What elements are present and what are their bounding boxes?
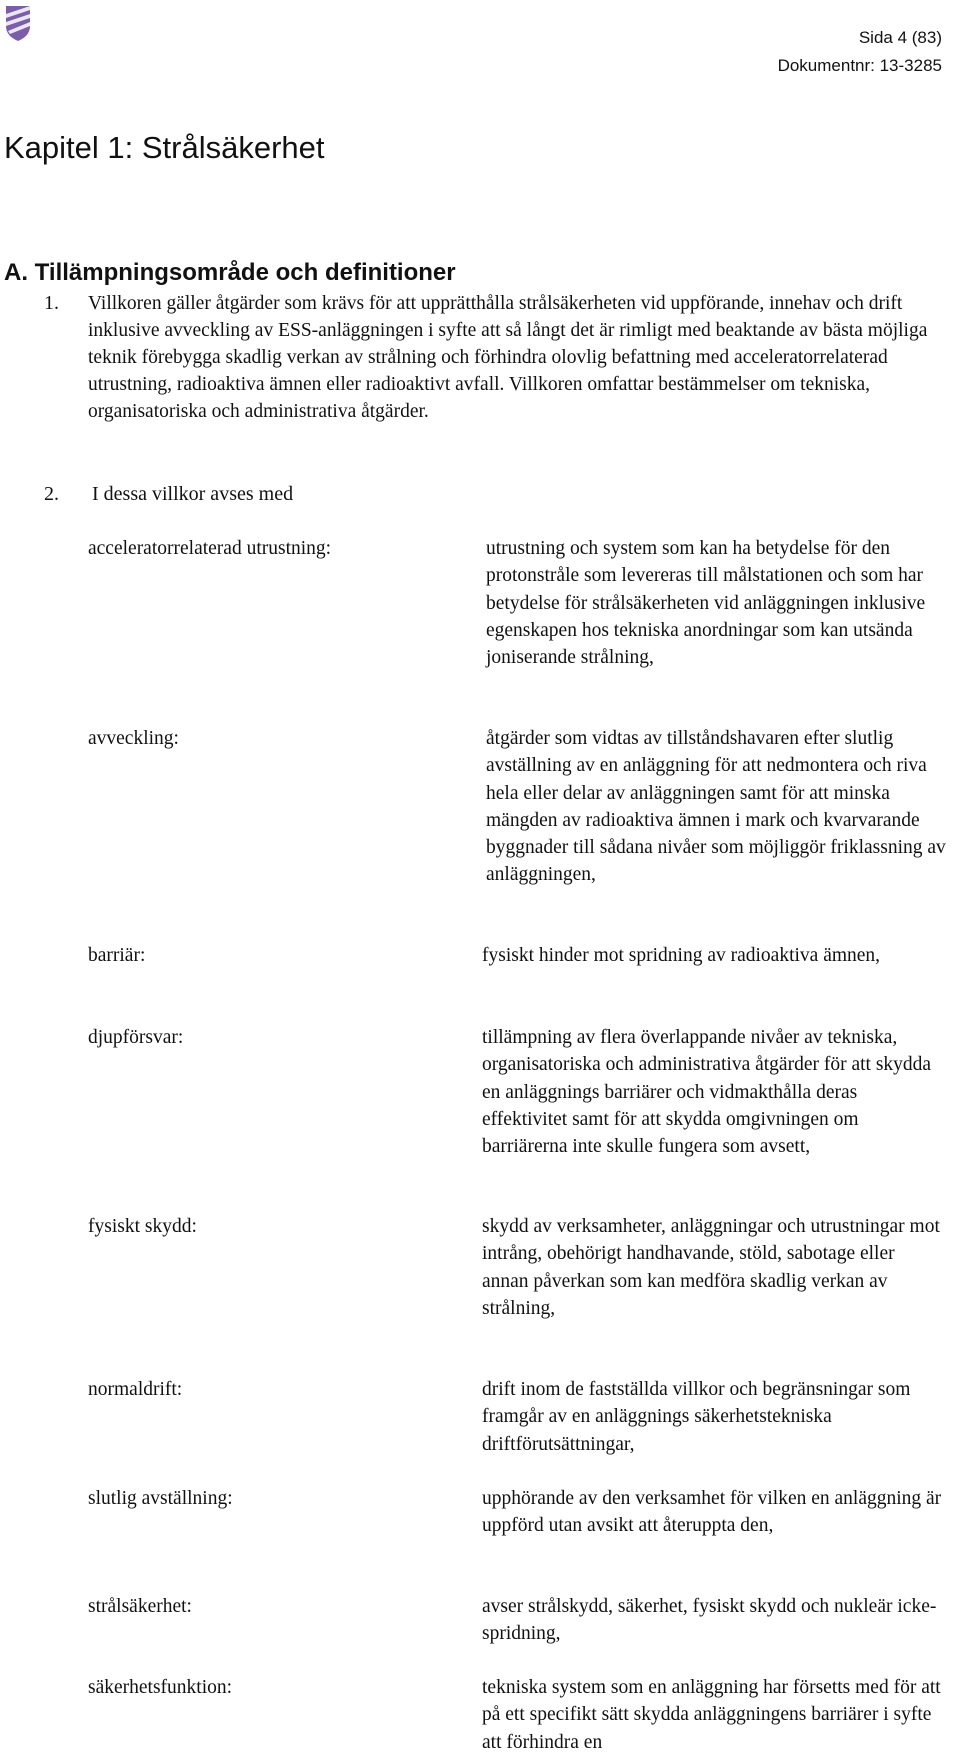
definition-term: acceleratorrelaterad utrustning: [88,538,332,559]
definition-description: avser strålskydd, säkerhet, fysiskt skydd och nukleär icke-spridning, [482,1596,937,1645]
company-logo-icon [4,2,32,42]
definition-description: upphörande av den verksamhet för vilken en anläggning är uppförd utan avsikt att återuppta den, [482,1488,942,1537]
definition-term: strålsäkerhet: [88,1596,192,1617]
definition-term: normaldrift: [88,1379,183,1400]
definition-description: drift inom de fastställda villkor och begränsningar som framgår av en anläggnings säkerhetstekniska driftförutsättningar, [482,1379,911,1455]
definition-term: avveckling: [88,728,179,749]
definition-description: fysiskt hinder mot spridning av radioaktiva ämnen, [482,945,881,966]
definition-description: tekniska system som en anläggning har försetts med för att på ett specifikt sätt skydda anläggningens barriärer i syfte att förhindra en [482,1677,941,1753]
section-title: A. Tillämpningsområde och definitioner [4,259,456,286]
definition-term: slutlig avställning: [88,1488,233,1509]
definition-term: barriär: [88,945,146,966]
list-item-text: Villkoren gäller åtgärder som krävs för att upprätthålla strålsäkerheten vid uppförande, innehav och drift inklusive avveckling av ESS-anläggningen i syfte att så långt det är rimligt med beaktande av bästa möjliga teknik förebygga skadlig verkan av strålning och förhindra olovlig befattning med acceleratorrelaterad utrustning, radioaktiva ämnen eller radioaktivt avfall. Villkoren omfattar bestämmelser om tekniska, organisatoriska och administrativa åtgärder. [88,293,928,422]
definition-description: åtgärder som vidtas av tillståndshavaren efter slutlig avställning av en anläggning för att nedmontera och riva hela eller delar av anläggningen samt för att minska mängden av radioaktiva ämnen i mark och kvarvarande byggnader till sådana nivåer som möjliggör friklassning av anläggningen, [486,728,946,886]
definition-term: säkerhetsfunktion: [88,1677,233,1698]
definition-description: utrustning och system som kan ha betydelse för den protonstråle som levereras till målstationen och som har betydelse för strålsäkerheten vid anläggningen inklusive egenskapen hos tekniska anordningar som kan utsända joniserande strålning, [486,538,926,669]
page-header [778,24,942,80]
chapter-title: Kapitel 1: Strålsäkerhet [4,130,325,165]
definition-term: fysiskt skydd: [88,1216,197,1237]
definition-term: djupförsvar: [88,1027,184,1048]
document-number: Dokumentnr: 13-3285 [777,56,942,75]
definition-description: skydd av verksamheter, anläggningar och utrustningar mot intrång, obehörigt handhavande, stöld, sabotage eller annan påverkan som kan medföra skadlig verkan av strålning, [482,1216,940,1319]
list-item-number: 2. [44,483,59,505]
list-item-number: 1. [44,292,59,314]
definition-description: tillämpning av flera överlappande nivåer av tekniska, organisatoriska och administrativa åtgärder för att skydda en anläggnings barriärer och vidmakthålla deras effektivitet samt för att skydda omgivningen om barriärerna inte skulle fungera som avsett, [482,1027,932,1158]
page-number: Sida 4 (83) [858,28,942,47]
list-item-text: I dessa villkor avses med [92,483,294,505]
